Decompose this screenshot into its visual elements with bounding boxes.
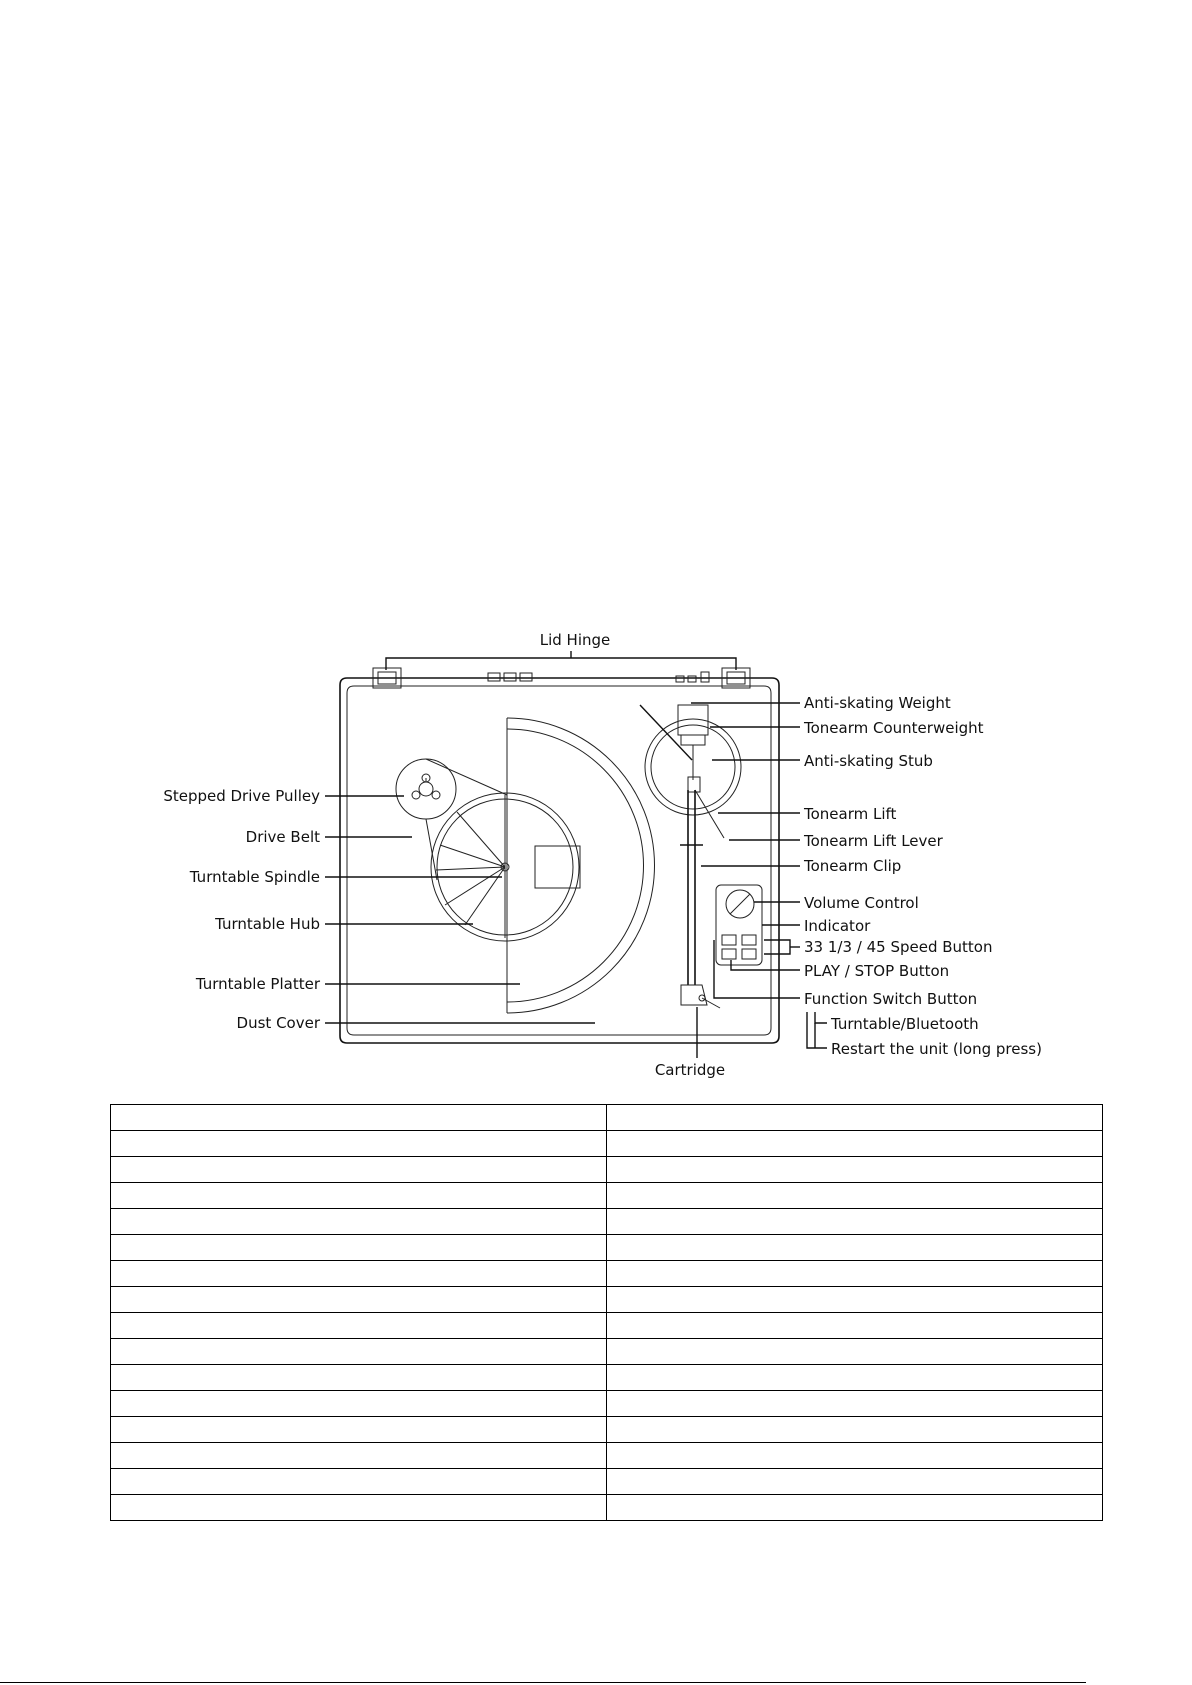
- label-anti-skating-stub: Anti-skating Stub: [804, 752, 933, 770]
- table-cell: [111, 1235, 607, 1261]
- table-cell: [607, 1417, 1103, 1443]
- table-row: [111, 1105, 1103, 1131]
- table-cell: [111, 1209, 607, 1235]
- label-indicator: Indicator: [804, 917, 871, 935]
- table-row: [111, 1261, 1103, 1287]
- table-cell: [111, 1391, 607, 1417]
- label-lid-hinge: Lid Hinge: [539, 631, 611, 649]
- label-turntable-spindle: Turntable Spindle: [189, 868, 320, 886]
- control-panel: [716, 885, 762, 965]
- tonearm-assembly: [640, 705, 741, 1008]
- label-tonearm-lift: Tonearm Lift: [804, 805, 897, 823]
- table-row: [111, 1313, 1103, 1339]
- table-cell: [111, 1313, 607, 1339]
- table-cell: [607, 1183, 1103, 1209]
- table-cell: [111, 1417, 607, 1443]
- label-cartridge: Cartridge: [654, 1061, 726, 1079]
- turntable-base: [340, 678, 779, 1043]
- table-row: [111, 1287, 1103, 1313]
- table-row: [111, 1339, 1103, 1365]
- table-cell: [111, 1261, 607, 1287]
- table-row: [111, 1365, 1103, 1391]
- left-callouts: [325, 796, 595, 1023]
- label-volume-control: Volume Control: [804, 894, 919, 912]
- label-tonearm-counterweight: Tonearm Counterweight: [804, 719, 984, 737]
- footer-rule: [0, 1682, 1086, 1683]
- table-row: [111, 1469, 1103, 1495]
- table-cell: [607, 1131, 1103, 1157]
- table-cell: [607, 1235, 1103, 1261]
- label-drive-belt: Drive Belt: [245, 828, 320, 846]
- table-row: [111, 1209, 1103, 1235]
- label-turntable-hub: Turntable Hub: [215, 915, 320, 933]
- table-cell: [607, 1287, 1103, 1313]
- label-tonearm-lift-lever: Tonearm Lift Lever: [804, 832, 943, 850]
- label-restart-unit: Restart the unit (long press): [831, 1040, 1042, 1058]
- table-row: [111, 1417, 1103, 1443]
- parts-table-body: [111, 1105, 1103, 1521]
- table-cell: [111, 1183, 607, 1209]
- table-row: [111, 1183, 1103, 1209]
- table-row: [111, 1131, 1103, 1157]
- table-cell: [607, 1313, 1103, 1339]
- table-cell: [111, 1287, 607, 1313]
- label-turntable-bluetooth: Turntable/Bluetooth: [831, 1015, 979, 1033]
- table-cell: [607, 1261, 1103, 1287]
- label-turntable-platter: Turntable Platter: [195, 975, 320, 993]
- table-cell: [111, 1105, 607, 1131]
- table-cell: [607, 1495, 1103, 1521]
- table-cell: [607, 1339, 1103, 1365]
- table-cell: [607, 1105, 1103, 1131]
- drive-belt: [426, 759, 507, 880]
- label-tonearm-clip: Tonearm Clip: [804, 857, 902, 875]
- table-cell: [607, 1391, 1103, 1417]
- table-cell: [111, 1495, 607, 1521]
- table-cell: [111, 1131, 607, 1157]
- label-stepped-drive-pulley: Stepped Drive Pulley: [163, 787, 320, 805]
- table-row: [111, 1391, 1103, 1417]
- table-cell: [111, 1157, 607, 1183]
- label-play-stop-button: PLAY / STOP Button: [804, 962, 950, 980]
- label-dust-cover: Dust Cover: [236, 1014, 320, 1032]
- table-cell: [607, 1365, 1103, 1391]
- lid-hinge-callout: [386, 651, 736, 670]
- table-row: [111, 1235, 1103, 1261]
- turntable-hub: [431, 793, 580, 941]
- table-cell: [607, 1209, 1103, 1235]
- label-anti-skating-weight: Anti-skating Weight: [804, 694, 951, 712]
- table-cell: [607, 1157, 1103, 1183]
- label-function-switch-button: Function Switch Button: [804, 990, 978, 1008]
- table-cell: [111, 1365, 607, 1391]
- table-row: [111, 1157, 1103, 1183]
- table-row: [111, 1495, 1103, 1521]
- label-speed-button: 33 1/3 / 45 Speed Button: [804, 938, 993, 956]
- table-cell: [607, 1443, 1103, 1469]
- table-row: [111, 1443, 1103, 1469]
- table-cell: [111, 1339, 607, 1365]
- dust-cover-shape: [507, 718, 654, 1013]
- table-cell: [111, 1443, 607, 1469]
- parts-table: [110, 1104, 1103, 1521]
- table-cell: [607, 1469, 1103, 1495]
- table-cell: [111, 1469, 607, 1495]
